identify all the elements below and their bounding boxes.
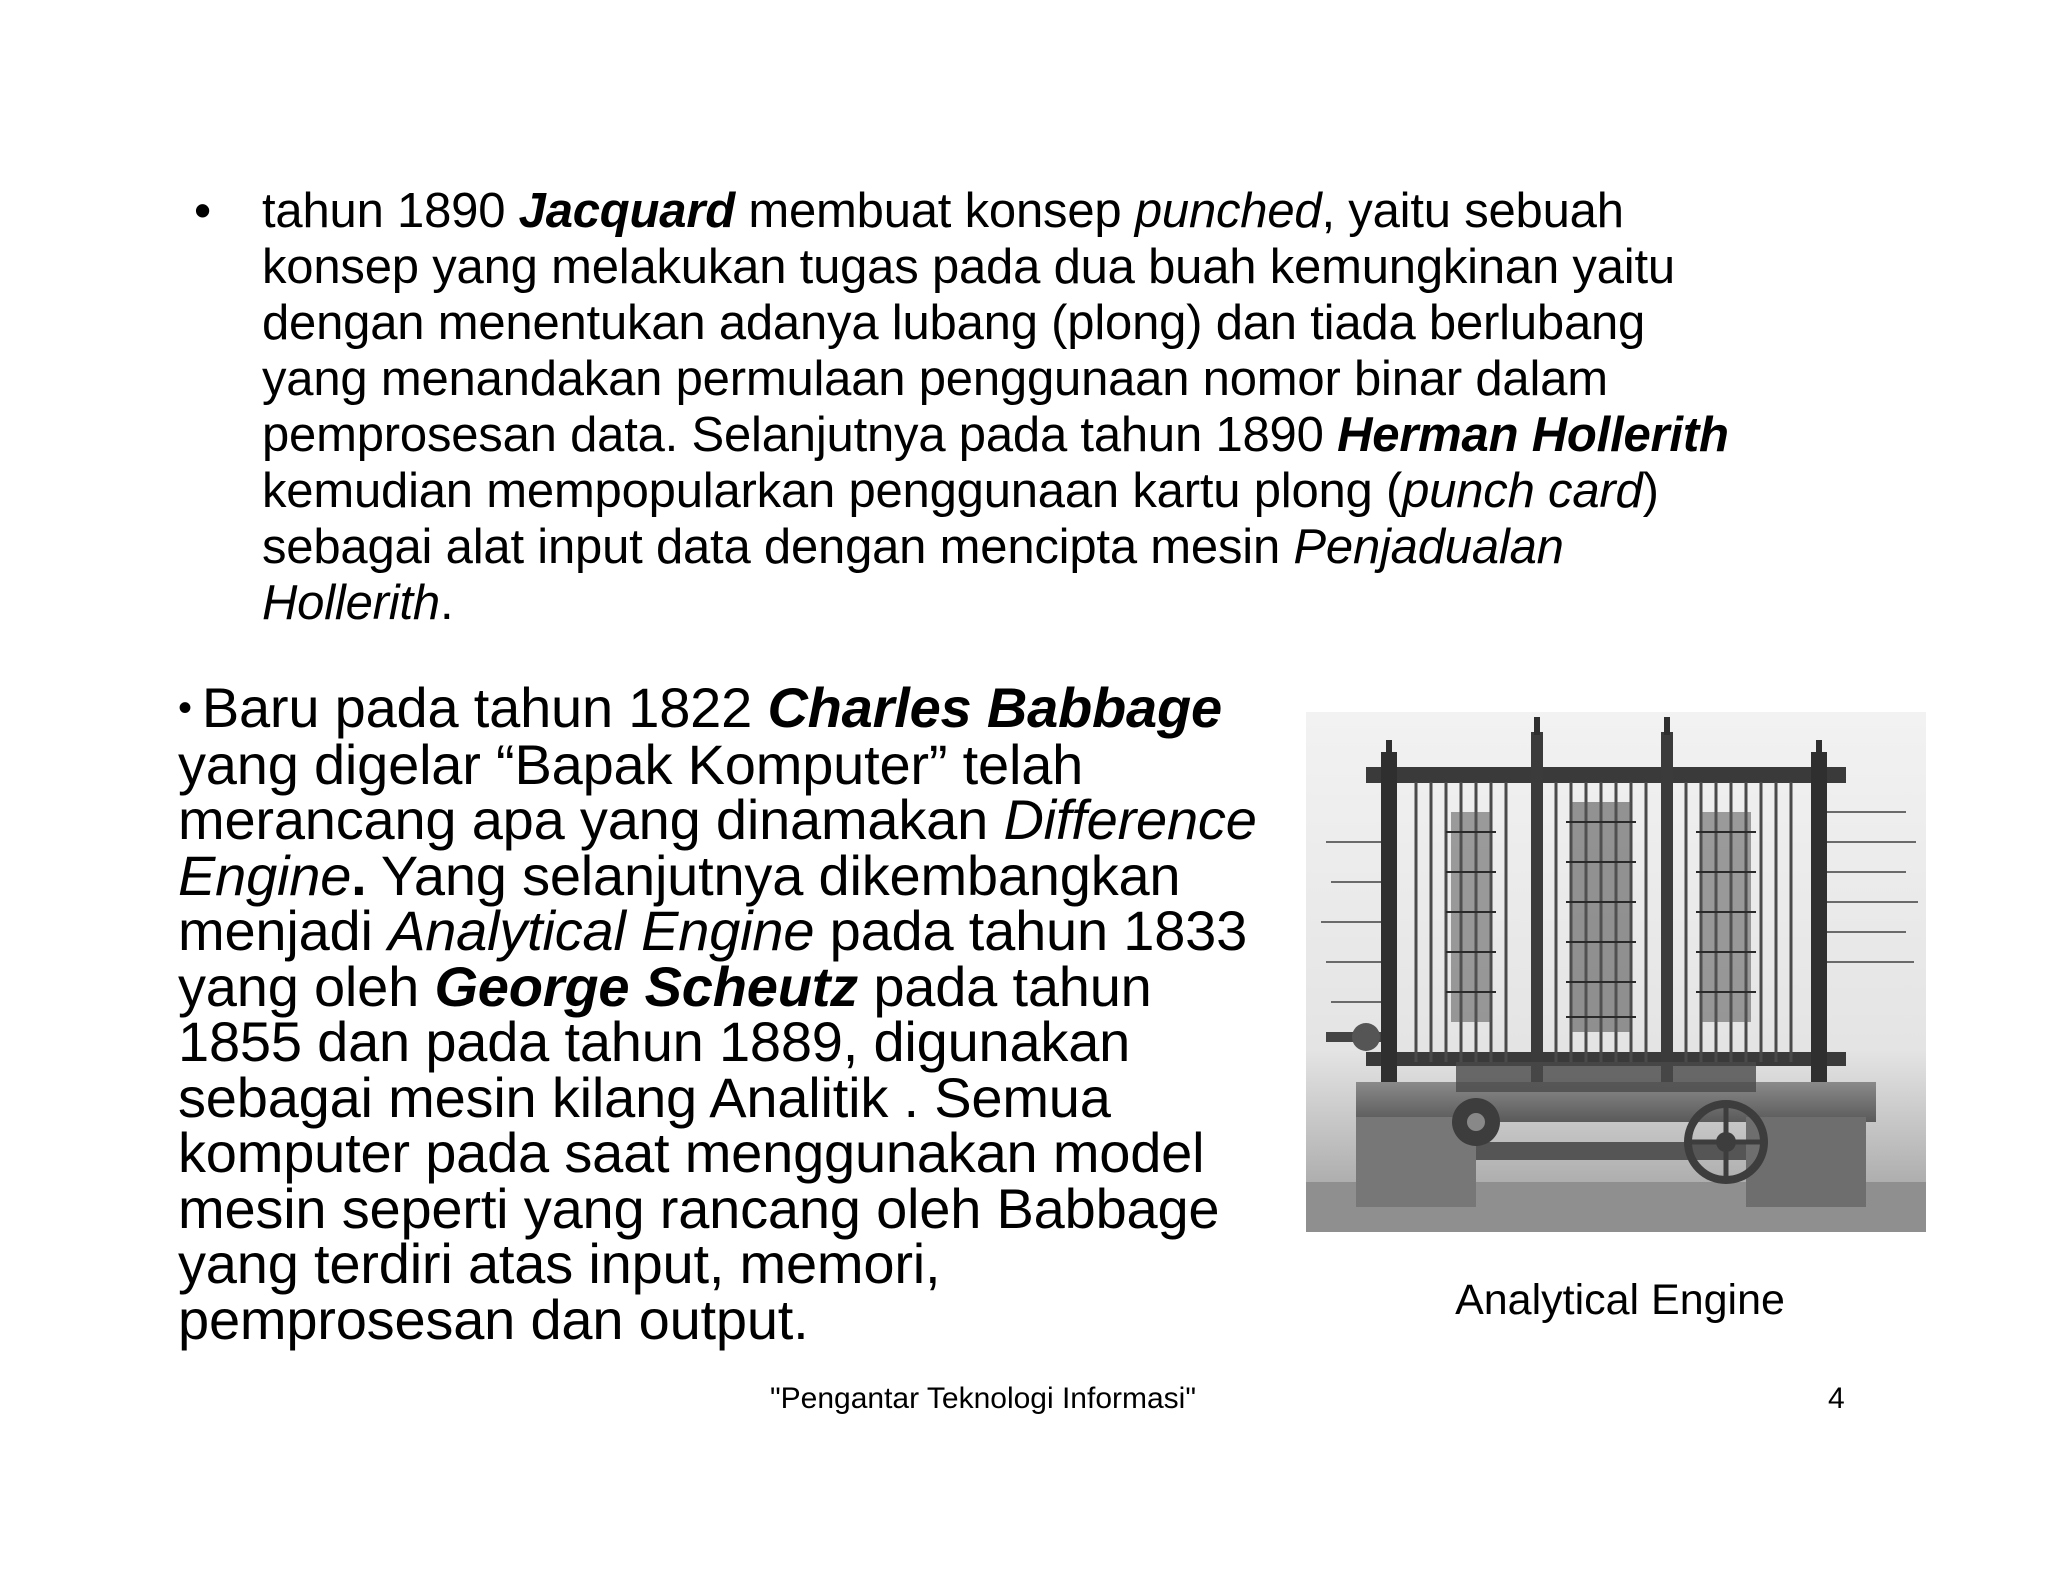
name-babbage: Charles Babbage	[767, 676, 1222, 739]
text-run: tahun 1890	[262, 184, 519, 238]
text-run: merancang apa yang dinamakan	[178, 788, 1004, 851]
text-run: yang oleh	[178, 954, 435, 1018]
text-run: pemprosesan data. Selanjutnya pada tahun 1890	[262, 408, 1338, 462]
footer-title: "Pengantar Teknologi Informasi"	[770, 1382, 1196, 1415]
term-penjadualan: Penjadualan	[1293, 520, 1564, 574]
page-number: 4	[1828, 1382, 1845, 1415]
text-run: sebagai mesin kilang Analitik . Semua	[178, 1065, 1111, 1129]
bullet-jacquard-text	[262, 183, 1862, 631]
name-scheutz: George Scheutz	[434, 954, 858, 1018]
bullet-symbol: •	[178, 686, 192, 730]
figure-caption: Analytical Engine	[1455, 1276, 1785, 1324]
text-run: .	[351, 843, 367, 907]
analytical-engine-photo	[1306, 712, 1926, 1232]
text-run: 1855 dan pada tahun 1889, digunakan	[178, 1010, 1131, 1073]
text-run: yang terdiri atas input, memori,	[178, 1232, 941, 1295]
term-hollerith: Hollerith	[262, 576, 440, 630]
text-run: dengan menentukan adanya lubang (plong) dan tiada berlubang	[262, 296, 1646, 350]
text-run: konsep yang melakukan tugas pada dua buah kemungkinan yaitu	[262, 240, 1675, 294]
text-run: .	[439, 576, 454, 630]
term-difference: Difference	[1003, 788, 1257, 851]
bullet-symbol: •	[194, 184, 211, 238]
text-run: Baru pada tahun 1822	[201, 676, 768, 739]
term-engine: Engine	[178, 843, 352, 907]
text-run: membuat konsep	[734, 184, 1135, 238]
term-punched: punched	[1134, 184, 1322, 238]
name-hollerith: Herman Hollerith	[1337, 408, 1729, 462]
text-run: )	[1642, 464, 1659, 518]
name-jacquard: Jacquard	[518, 184, 735, 238]
term-punch-card: punch card	[1402, 464, 1643, 518]
text-run: pada tahun	[857, 954, 1152, 1018]
text-run: pada tahun 1833	[814, 899, 1248, 962]
text-run: mesin seperti yang rancang oleh Babbage	[178, 1176, 1220, 1240]
text-run: yang menandakan permulaan penggunaan nomor binar dalam	[262, 352, 1608, 406]
text-run: komputer pada saat menggunakan model	[178, 1121, 1205, 1184]
text-run: , yaitu sebuah	[1321, 184, 1624, 238]
text-run: menjadi	[178, 899, 389, 962]
text-run: kemudian mempopularkan penggunaan kartu plong (	[262, 464, 1403, 518]
text-run: yang digelar “Bapak Komputer” telah	[178, 732, 1084, 796]
text-run: Yang selanjutnya dikembangkan	[366, 843, 1181, 907]
text-run: pemprosesan dan output.	[178, 1287, 809, 1351]
bullet-babbage	[178, 676, 1328, 1351]
text-run: sebagai alat input data dengan mencipta mesin	[262, 520, 1294, 574]
term-analytical-engine: Analytical Engine	[388, 899, 815, 962]
